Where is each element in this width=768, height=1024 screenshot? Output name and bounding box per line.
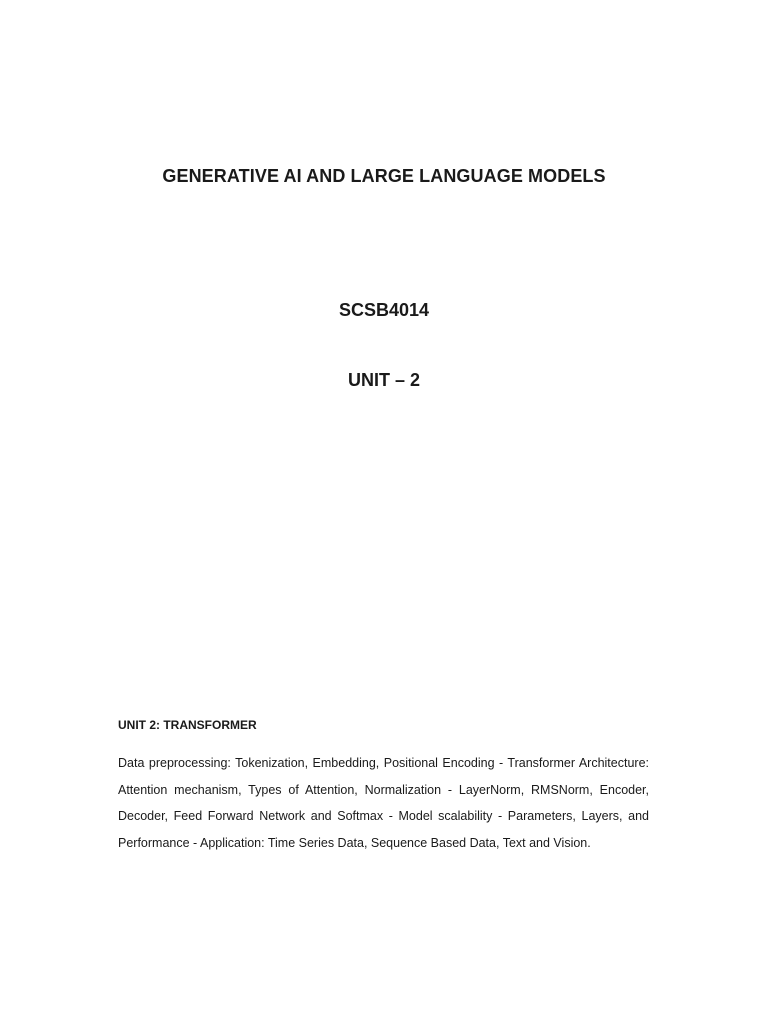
syllabus-heading: UNIT 2: TRANSFORMER <box>118 718 257 732</box>
document-title: GENERATIVE AI AND LARGE LANGUAGE MODELS <box>162 166 606 186</box>
course-code: SCSB4014 <box>338 300 430 320</box>
syllabus-body: Data preprocessing: Tokenization, Embedding, Positional Encoding - Transformer Architecture: Attention mechanism, Types of Attention, Normalization - LayerNorm, RMSNorm, Encoder, Decoder, Feed Forward Network and Softmax - Model scalability - Parameters, Layers, and Performance - Application: Time Series Data, Sequence Based Data, Text and Vision. <box>118 756 649 850</box>
unit-label: UNIT – 2 <box>347 370 421 390</box>
